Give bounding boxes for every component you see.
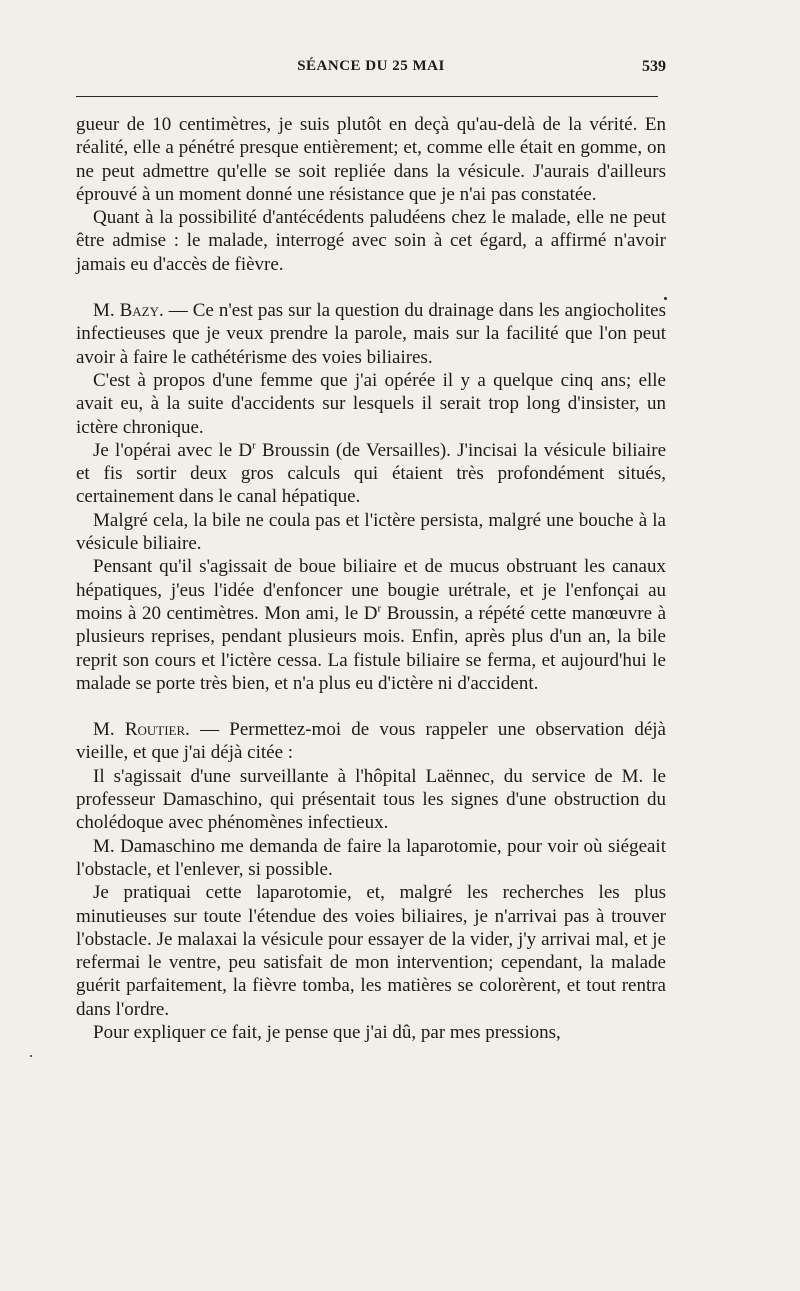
routier-paragraph-3: M. Damaschino me demanda de faire la laparotomie, pour voir où siégeait l'obstacle, et l'enlever, si possible.: [76, 835, 666, 880]
routier-intervention: [76, 718, 666, 765]
paragraph-continuation: gueur de 10 centimètres, je suis plutôt en deçà qu'au-delà de la vérité. En réalité, elle a pénétré presque entièrement; et, comme elle était en gomme, on ne peut admettre qu'elle se soit repliée dans la vésicule. J'aurais d'ailleurs éprouvé à un moment donné une résistance que je n'ai pas constatée.: [76, 114, 666, 205]
text-run: Pensant qu'il s'agissait de boue biliaire et de mucus obstruant les canaux hépatiques, j'eus l'idée d'enfoncer une bougie urétrale, et je l'enfonçai au moins à 20 centimètres. Mon ami, le D: [76, 556, 666, 624]
superscript: r: [377, 602, 382, 615]
bazy-paragraph-2: C'est à propos d'une femme que j'ai opérée il y a quelque cinq ans; elle avait eu, à la suite d'accidents sur lesquels il serait trop long d'insister, un ictère chronique.: [76, 369, 666, 438]
text-run: Broussin, a répété cette manœuvre à plusieurs reprises, pendant plusieurs mois. Enfin, après plus d'un an, la bile reprit son cours et l'ictère cessa. La fistule biliaire se ferma, et aujourd'hui le malade se porte très bien, et n'a plus eu d'ictère ni d'accident.: [76, 602, 666, 694]
section-gap: [76, 695, 666, 718]
routier-paragraph-5: Pour expliquer ce fait, je pense que j'ai dû, par mes pressions,: [93, 1021, 561, 1043]
print-speck: [30, 1055, 32, 1057]
bazy-paragraph-4: Malgré cela, la bile ne coula pas et l'ictère persista, malgré une bouche à la vésicule biliaire.: [76, 509, 666, 555]
paragraph-paludeens: Quant à la possibilité d'antécédents paludéens chez le malade, elle ne peut être admise : le malade, interrogé avec soin à cet égard, a affirmé n'avoir jamais eu d'accès de fièvre.: [76, 207, 666, 275]
superscript: r: [252, 439, 256, 452]
speaker-name: M. Bazy.: [93, 300, 164, 322]
page-number: 539: [642, 58, 666, 75]
routier-paragraph-4: Je pratiquai cette laparotomie, et, malgré les recherches les plus minutieuses sur toute l'étendue des voies biliaires, je n'arrivai pas à trouver l'obstacle. Je malaxai la vésicule pour essayer de la vider, j'y arrivai mal, et je refermai le ventre, peu satisfait de mon intervention; cependant, la malade guérit parfaitement, la fièvre tomba, les matières se colorèrent, et tout rentra dans l'ordre.: [76, 882, 666, 1020]
bazy-text: — Ce n'est pas sur la question du drainage dans les angiocholites infectieuses que je veux prendre la parole, mais sur la facilité que l'on peut avoir à faire le cathétérisme des voies biliaires.: [76, 300, 666, 368]
bazy-paragraph-3: [76, 439, 666, 509]
running-header: [76, 58, 666, 86]
text-run: Je l'opérai avec le D: [93, 439, 253, 461]
bazy-paragraph-5: [76, 555, 666, 695]
speaker-name: M. Routier.: [93, 719, 190, 741]
header-title: SÉANCE DU 25 MAI: [297, 58, 445, 74]
page-body: [76, 113, 666, 1044]
header-rule: [76, 96, 658, 97]
bazy-intervention: [76, 299, 666, 369]
routier-paragraph-2: Il s'agissait d'une surveillante à l'hôpital Laënnec, du service de M. le professeur Damaschino, qui présentait tous les signes d'une obstruction du cholédoque avec phénomènes infectieux.: [76, 765, 666, 834]
section-gap: [76, 276, 666, 299]
print-speck: [664, 297, 667, 300]
routier-text: — Permettez-moi de vous rappeler une observation déjà vieille, et que j'ai déjà citée :: [76, 719, 666, 764]
text-run: Broussin (de Versailles). J'incisai la vésicule biliaire et fis sortir deux gros calculs qui étaient très profondément situés, certainement dans le canal hépatique.: [76, 439, 666, 508]
